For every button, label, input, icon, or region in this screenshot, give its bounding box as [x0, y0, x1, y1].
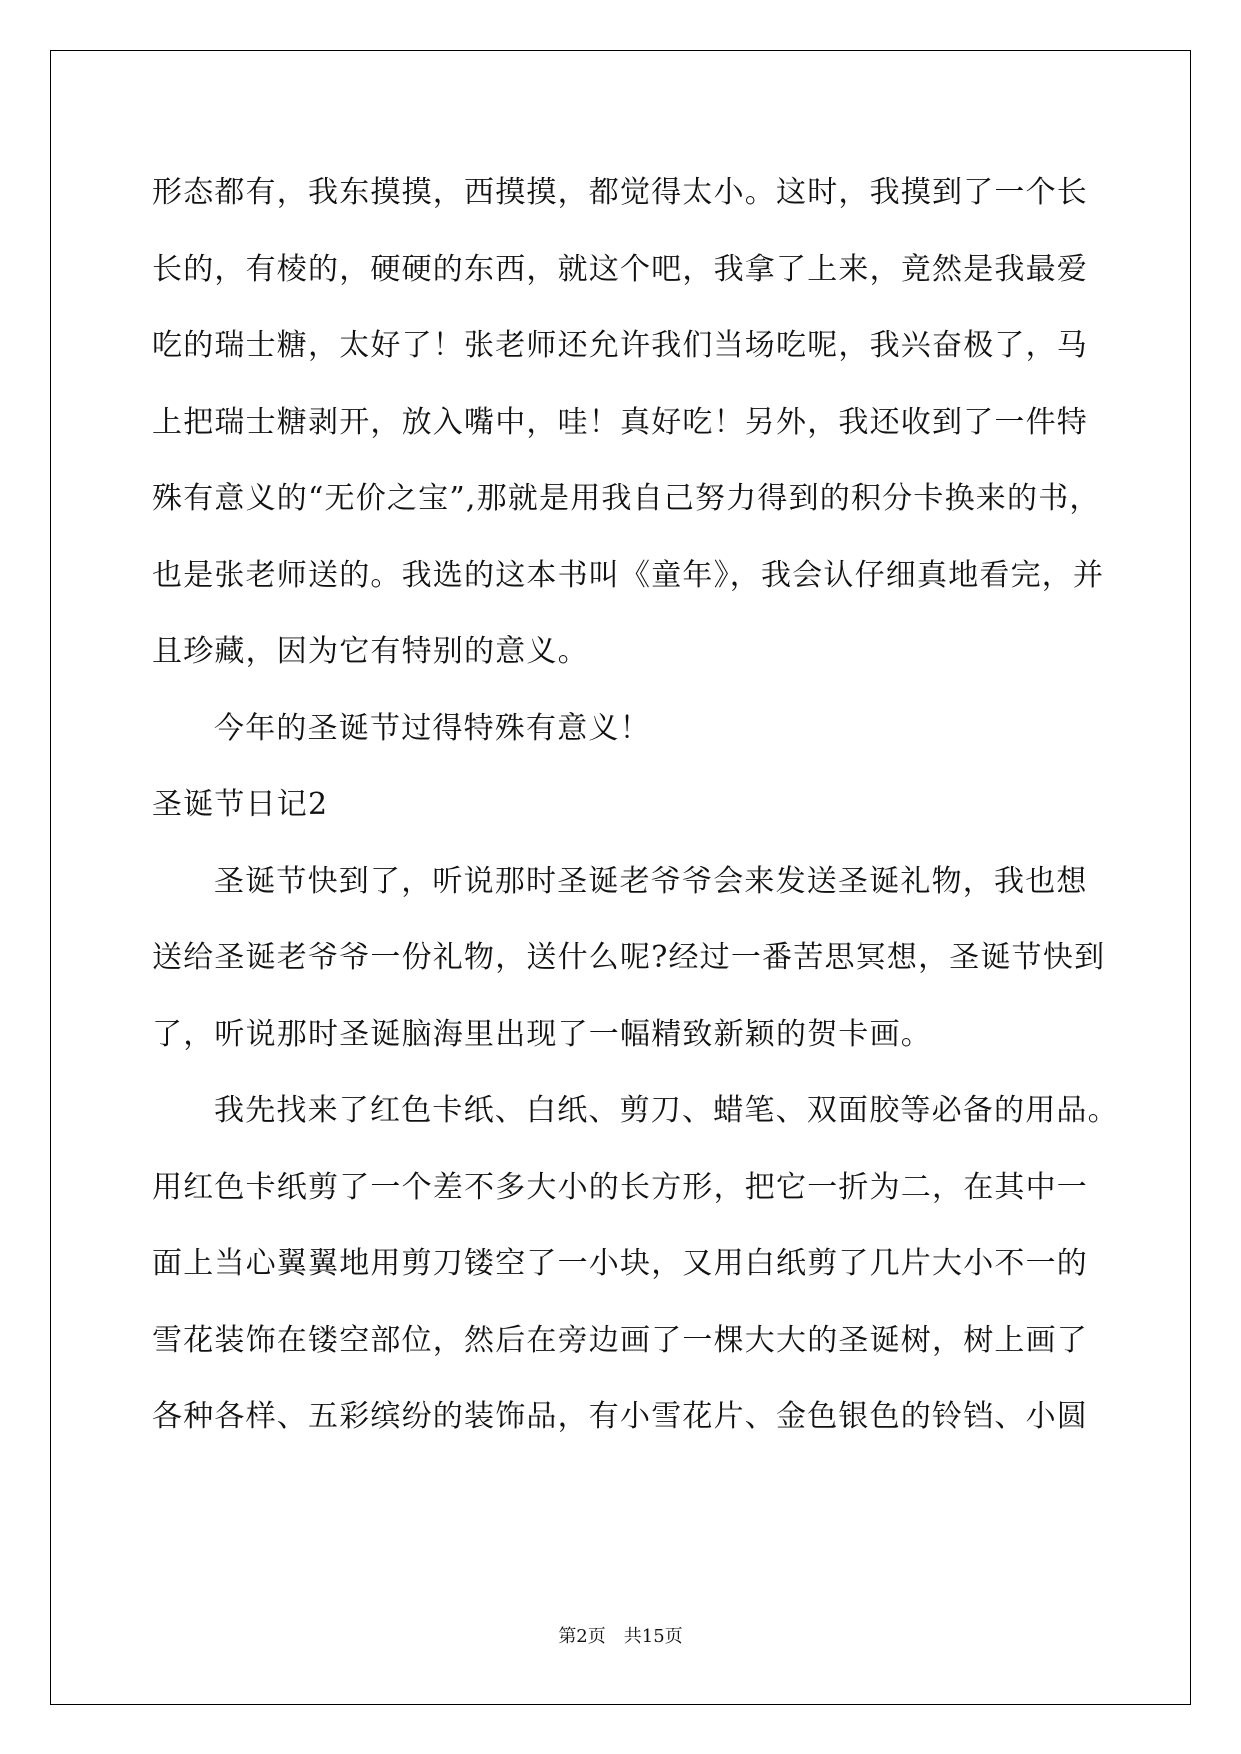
- text-line: 且珍藏，因为它有特别的意义。: [152, 634, 589, 669]
- text-line: 各种各样、五彩缤纷的装饰品，有小雪花片、金色银色的铃铛、小圆: [152, 1399, 1088, 1434]
- text-line: 殊有意义的“无价之宝”,那就是用我自己努力得到的积分卡换来的书，: [152, 481, 1101, 516]
- text-line: 形态都有，我东摸摸，西摸摸，都觉得太小。这时，我摸到了一个长: [152, 175, 1088, 210]
- text-line: 圣诞节快到了，听说那时圣诞老爷爷会来发送圣诞礼物，我也想: [214, 863, 1088, 899]
- document-body: [152, 155, 1119, 1456]
- text-line: 圣诞节日记2: [152, 787, 329, 822]
- text-line: 雪花装饰在镂空部位，然后在旁边画了一棵大大的圣诞树，树上画了: [152, 1322, 1088, 1358]
- page-footer: 第2页 共15页: [558, 1626, 683, 1647]
- text-line: 上把瑞士糖剥开，放入嘴中，哇！真好吃！另外，我还收到了一件特: [152, 404, 1088, 440]
- text-line: 了，听说那时圣诞脑海里出现了一幅精致新颖的贺卡画。: [152, 1016, 932, 1052]
- text-line: 吃的瑞士糖，太好了！张老师还允许我们当场吃呢，我兴奋极了，马: [152, 328, 1088, 363]
- text-line: 今年的圣诞节过得特殊有意义！: [214, 710, 651, 746]
- text-line: 送给圣诞老爷爷一份礼物，送什么呢?经过一番苦思冥想，圣诞节快到: [152, 940, 1106, 975]
- text-line: 我先找来了红色卡纸、白纸、剪刀、蜡笔、双面胶等必备的用品。: [214, 1093, 1119, 1128]
- text-line: 也是张老师送的。我选的这本书叫《童年》，我会认仔细真地看完，并: [152, 557, 1105, 593]
- text-line: 长的，有棱的，硬硬的东西，就这个吧，我拿了上来，竟然是我最爱: [152, 251, 1088, 287]
- text-line: 用红色卡纸剪了一个差不多大小的长方形，把它一折为二，在其中一: [152, 1169, 1088, 1205]
- text-line: 面上当心翼翼地用剪刀镂空了一小块，又用白纸剪了几片大小不一的: [152, 1246, 1088, 1281]
